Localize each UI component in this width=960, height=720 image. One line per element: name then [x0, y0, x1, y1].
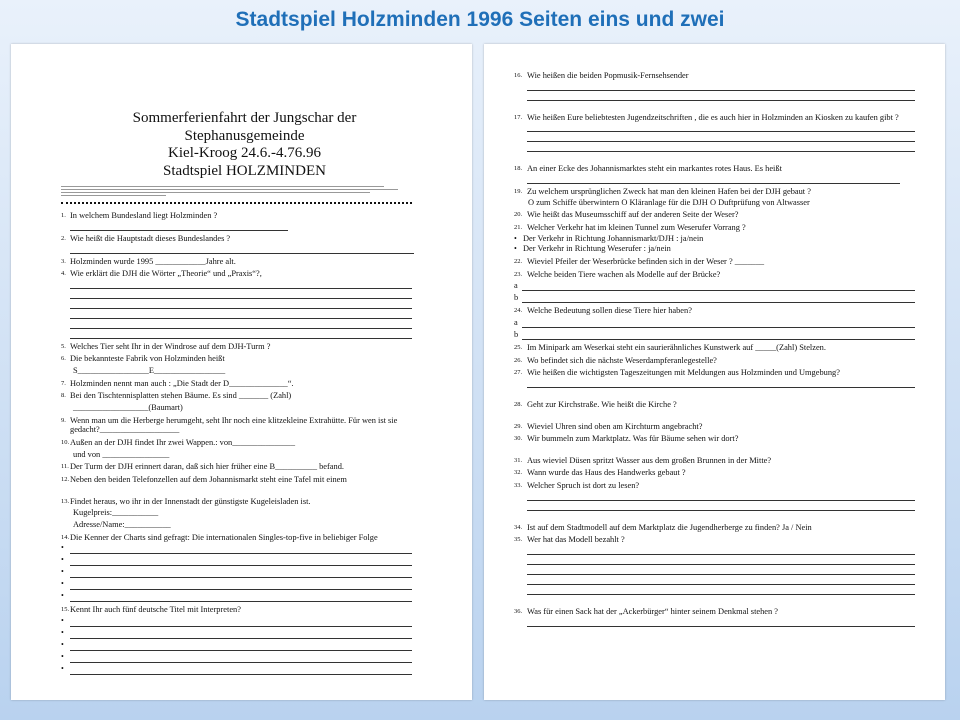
answer-bullets-15[interactable]: • • • • • [61, 616, 412, 675]
header-line-3: Stadtspiel HOLZMINDEN [163, 162, 326, 179]
question-1: 1. In welchem Bundesland liegt Holzminden ? [61, 211, 218, 221]
question-23: 23. Welche beiden Tiere wachen als Modelle auf der Brücke? [514, 269, 721, 279]
question-10: 10. Außen an der DJH findet Ihr zwei Wappen.: von_______________ [61, 438, 296, 448]
worksheet-page-one [11, 44, 472, 700]
answer-lines-16[interactable] [527, 81, 915, 101]
question-8-tree-type[interactable]: __________________(Baumart) [73, 403, 183, 413]
question-16: 16. Wie heißen die beiden Popmusik-Fernsehsender [514, 71, 689, 80]
question-13: 13. Findet heraus, wo ihr in der Innenstadt der günstigste Kugeleisladen ist. [61, 496, 311, 506]
answer-lines-35[interactable] [527, 545, 915, 595]
question-34: 34. Ist auf dem Stadtmodell auf dem Marktplatz die Jugendherberge zu finden? Ja / Nein [514, 522, 812, 532]
question-33: 33. Welcher Spruch ist dort zu lesen? [514, 481, 640, 491]
question-13-address[interactable]: Adresse/Name:___________ [73, 520, 171, 529]
question-14: 14. Die Kenner der Charts sind gefragt: Die internationalen Singles-top-five in beliebiger Folge [61, 532, 378, 542]
question-18: 18. An einer Ecke des Johannismarktes steht ein markantes rotes Haus. Es heißt [514, 164, 782, 174]
answer-a-24[interactable]: a [514, 318, 915, 328]
question-9: 9. Wenn man um die Herberge herumgeht, seht Ihr noch eine klitzekleine Extrahütte. Für wen ist sie gedacht?___________________ [61, 415, 398, 435]
question-7: 7. Holzminden nennt man auch : „Die Stadt der D______________“. [61, 378, 294, 388]
question-5: 5. Welches Tier seht Ihr in der Windrose auf dem DJH-Turm ? [61, 341, 271, 351]
question-31: 31. Aus wieviel Düsen spritzt Wasser aus dem großen Brunnen in der Mitte? [514, 455, 772, 465]
answer-lines-33[interactable] [527, 491, 915, 511]
question-35: 35. Wer hat das Modell bezahlt ? [514, 535, 625, 545]
answer-b-24[interactable]: b [514, 330, 915, 340]
question-24: 24. Welche Bedeutung sollen diese Tiere hier haben? [514, 306, 692, 316]
question-8: 8. Bei den Tischtennisplatten stehen Bäume. Es sind _______ (Zahl) [61, 391, 292, 401]
question-13-price[interactable]: Kugelpreis:___________ [73, 508, 159, 518]
question-11: 11. Der Turm der DJH erinnert daran, daß sich hier früher eine B__________ befand. [61, 462, 344, 472]
worksheet-page-two [484, 44, 945, 700]
question-27: 27. Wie heißen die wichtigsten Tageszeitungen mit Meldungen aus Holzminden und Umgebung? [514, 368, 840, 378]
answer-lines-17[interactable] [527, 122, 915, 152]
question-21-option-b[interactable]: • Der Verkehr in Richtung Weserufer : ja/nein [514, 244, 671, 254]
question-21-option-a[interactable]: • Der Verkehr in Richtung Johannismarkt/DJH : ja/nein [514, 233, 704, 243]
header-line-1: Sommerferienfahrt der Jungschar der Stephanusgemeinde [132, 110, 357, 144]
question-32: 32. Wann wurde das Haus des Handwerks gebaut ? [514, 468, 686, 478]
question-15: 15. Kennt Ihr auch fünf deutsche Titel mit Interpreten? [61, 605, 241, 615]
question-26: 26. Wo befindet sich die nächste Weserdampferanlegestelle? [514, 355, 717, 365]
slide-title: Stadtspiel Holzminden 1996 Seiten eins und zwei [235, 8, 725, 31]
question-4: 4. Wie erklärt die DJH die Wörter „Theorie“ und „Praxis“?, [61, 269, 262, 279]
answer-bullets-14[interactable]: • • • • • [61, 543, 412, 602]
question-2: 2. Wie heißt die Hauptstadt dieses Bundeslandes ? [61, 233, 231, 243]
answer-lines-4[interactable] [70, 279, 412, 339]
question-19-options[interactable]: O zum Schiffe überwintern O Kläranlage für die DJH O Duftprüfung von Altwasser [528, 197, 810, 207]
question-29: 29. Wieviel Uhren sind oben am Kirchturm angebracht? [514, 421, 703, 431]
question-6-blanks[interactable]: S_________________E_________________ [73, 366, 226, 376]
answer-lines-27[interactable] [527, 378, 915, 388]
question-28: 28. Geht zur Kirchstraße. Wie heißt die Kirche ? [514, 399, 677, 409]
header-line-2: Kiel-Kroog 24.6.-4.76.96 [168, 145, 321, 162]
question-12: 12. Neben den beiden Telefonzellen auf dem Johannismarkt steht eine Tafel mit einem [61, 475, 347, 485]
question-10-second[interactable]: und von ________________ [73, 449, 170, 459]
question-21: 21. Welcher Verkehr hat im kleinen Tunnel zum Weserufer Vorrang ? [514, 222, 746, 232]
answer-line[interactable] [70, 221, 288, 231]
question-36: 36. Was für einen Sack hat der „Ackerbürger“ hinter seinem Denkmal stehen ? [514, 607, 779, 617]
question-3: 3. Holzminden wurde 1995 ____________Jahre alt. [61, 256, 236, 266]
dotted-separator [61, 202, 412, 204]
answer-line[interactable] [70, 244, 414, 254]
question-22: 22. Wieviel Pfeiler der Weserbrücke befinden sich in der Weser ? _______ [514, 256, 765, 266]
question-25: 25. Im Minipark am Weserkai steht ein saurierähnliches Kunstwerk auf _____(Zahl) Stelzen. [514, 342, 826, 352]
answer-a-23[interactable]: a [514, 281, 915, 291]
question-19: 19. Zu welchem ursprünglichen Zweck hat man den kleinen Hafen bei der DJH gebaut ? [514, 186, 811, 196]
answer-b-23[interactable]: b [514, 293, 915, 303]
question-17: 17. Wie heißen Eure beliebtesten Jugendzeitschriften , die es auch hier in Holzminden an Kiosken zu kaufen gibt ? [514, 112, 899, 122]
question-30: 30. Wir bummeln zum Marktplatz. Was für Bäume sehen wir dort? [514, 434, 739, 444]
question-6: 6. Die bekannteste Fabrik von Holzminden heißt [61, 354, 225, 364]
question-20: 20. Wie heißt das Museumsschiff auf der anderen Seite der Weser? [514, 210, 739, 220]
worksheet-header [77, 110, 412, 180]
instructions-text-image [61, 186, 412, 196]
answer-line[interactable] [527, 174, 900, 184]
answer-line[interactable] [527, 617, 915, 627]
